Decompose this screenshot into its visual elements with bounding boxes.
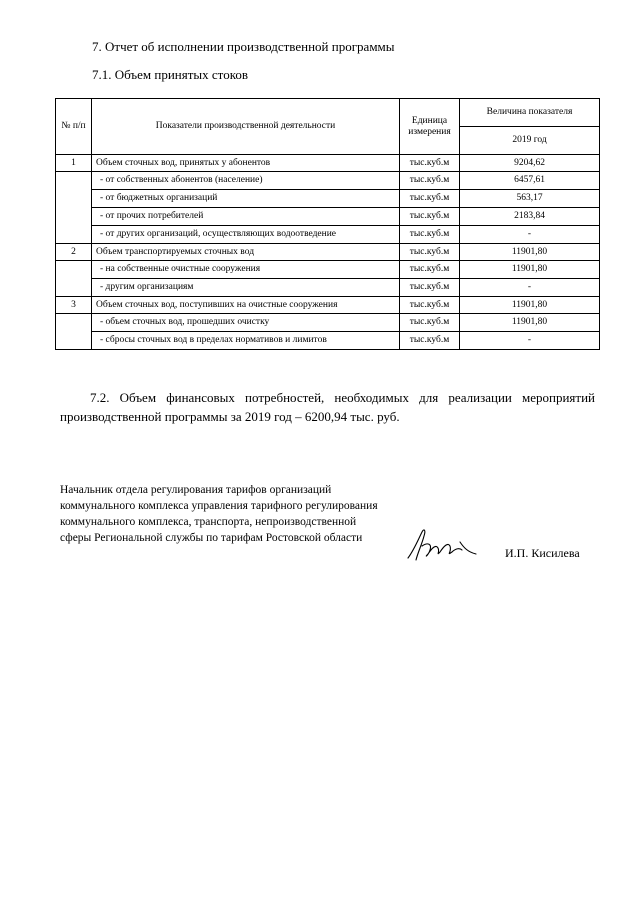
table-row (56, 208, 600, 226)
table-row (56, 314, 600, 332)
row-indicator: - на собственные очистные сооружения (92, 261, 400, 279)
table-row (56, 244, 600, 261)
row-unit: тыс.куб.м (400, 244, 460, 261)
row-unit: тыс.куб.м (400, 172, 460, 190)
row-value: 563,17 (460, 190, 600, 208)
row-value: - (460, 226, 600, 244)
financial-needs-paragraph (60, 388, 595, 426)
financial-needs-text: 7.2. Объем финансовых потребностей, необходимых для реализации мероприятий производственной программы за 2019 год – 6200,94 тыс. руб. (60, 390, 595, 424)
row-unit: тыс.куб.м (400, 226, 460, 244)
row-indicator: - другим организациям (92, 279, 400, 297)
row-indicator: Объем транспортируемых сточных вод (92, 244, 400, 261)
subsection-title: 7.1. Объем принятых стоков (92, 67, 248, 82)
row-num (56, 314, 92, 350)
section-title: 7. Отчет об исполнении производственной программы (92, 39, 395, 54)
wastewater-volume-table (55, 98, 600, 350)
row-num: 3 (56, 297, 92, 314)
signer-name: И.П. Кисилева (505, 546, 580, 560)
row-indicator: Объем сточных вод, поступивших на очистные сооружения (92, 297, 400, 314)
table-row (56, 226, 600, 244)
table-row (56, 172, 600, 190)
row-num: 1 (56, 155, 92, 172)
table-row (56, 155, 600, 172)
header-unit: Единица измерения (400, 99, 460, 155)
table-row (56, 279, 600, 297)
row-value: 11901,80 (460, 244, 600, 261)
header-year: 2019 год (460, 127, 600, 155)
handwritten-signature (402, 522, 482, 568)
row-unit: тыс.куб.м (400, 314, 460, 332)
row-indicator: - от бюджетных организаций (92, 190, 400, 208)
table-row (56, 261, 600, 279)
row-indicator: - объем сточных вод, прошедших очистку (92, 314, 400, 332)
row-unit: тыс.куб.м (400, 208, 460, 226)
row-value: - (460, 332, 600, 350)
header-value: Величина показателя (460, 99, 600, 127)
row-unit: тыс.куб.м (400, 261, 460, 279)
header-indicator: Показатели производственной деятельности (92, 99, 400, 155)
row-indicator: - от собственных абонентов (население) (92, 172, 400, 190)
row-value: 6457,61 (460, 172, 600, 190)
signer-title: Начальник отдела регулирования тарифов организаций коммунального комплекса управления тарифного регулирования коммунального комплекса, транспорта, непроизводственной сферы Региональной службы по тарифам Ростовской области (60, 484, 378, 544)
row-indicator: Объем сточных вод, принятых у абонентов (92, 155, 400, 172)
row-indicator: - от прочих потребителей (92, 208, 400, 226)
row-value: - (460, 279, 600, 297)
row-unit: тыс.куб.м (400, 297, 460, 314)
row-unit: тыс.куб.м (400, 190, 460, 208)
table-row (56, 332, 600, 350)
row-unit: тыс.куб.м (400, 332, 460, 350)
row-indicator: - сбросы сточных вод в пределах нормативов и лимитов (92, 332, 400, 350)
row-value: 11901,80 (460, 261, 600, 279)
row-value: 9204,62 (460, 155, 600, 172)
row-value: 2183,84 (460, 208, 600, 226)
row-value: 11901,80 (460, 297, 600, 314)
table-row (56, 297, 600, 314)
row-num (56, 172, 92, 244)
table-row (56, 190, 600, 208)
row-indicator: - от других организаций, осуществляющих водоотведение (92, 226, 400, 244)
table-body (56, 155, 600, 350)
row-num (56, 261, 92, 297)
row-unit: тыс.куб.м (400, 279, 460, 297)
header-num: № п/п (56, 99, 92, 155)
row-unit: тыс.куб.м (400, 155, 460, 172)
row-num: 2 (56, 244, 92, 261)
row-value: 11901,80 (460, 314, 600, 332)
